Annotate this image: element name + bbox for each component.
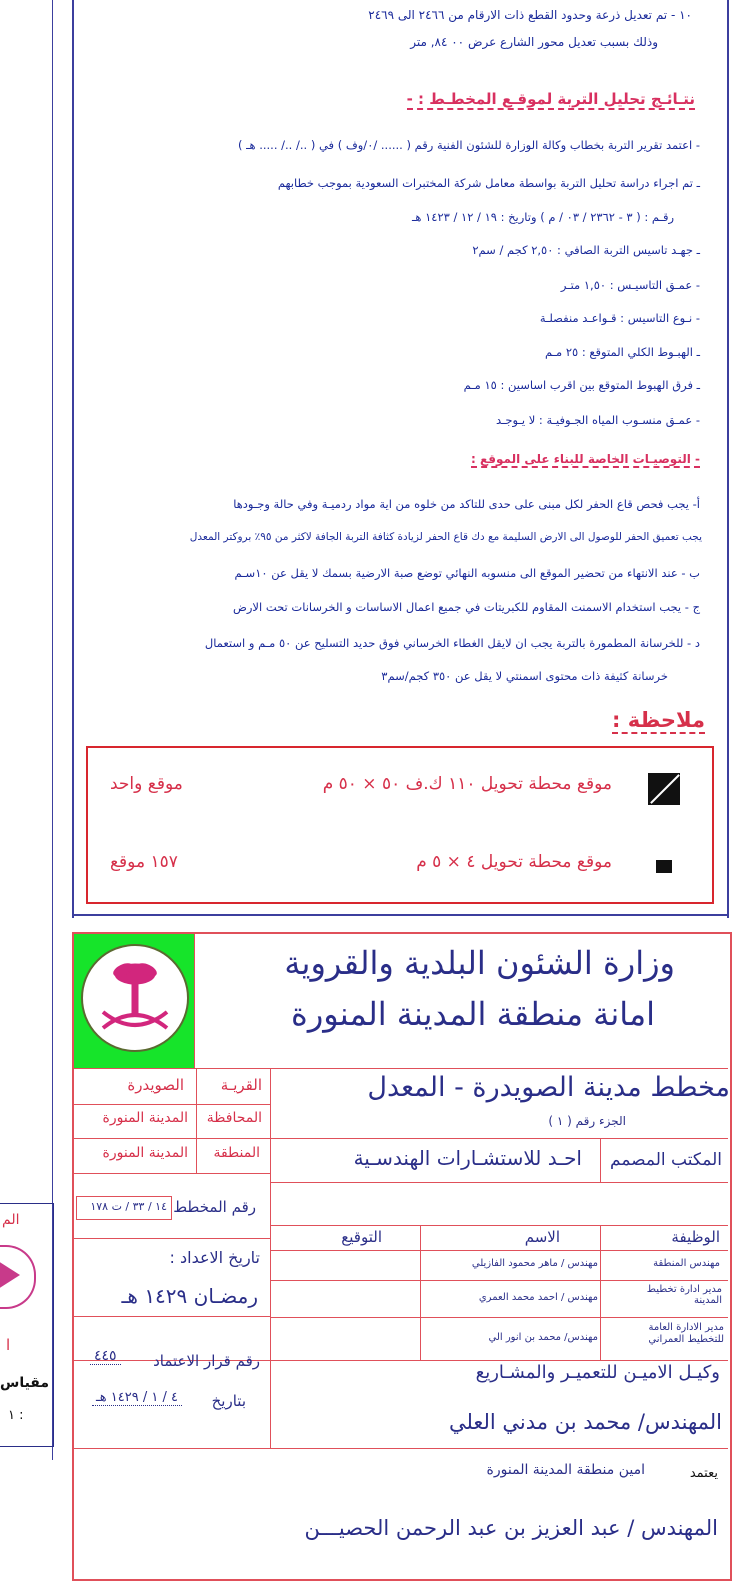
staff-name-divider	[420, 1225, 421, 1360]
soil-line-7: ـ الهبـوط الكلي المتوقع : ٢٥ مـم	[545, 345, 700, 359]
soil-line-5: - عمـق التاسيـس : ١,٥٠ متـر	[560, 278, 700, 292]
side-fragment-line2: ا	[6, 1336, 11, 1354]
rec-line-6: خرسانة كثيفة ذات محتوى اسمنتي لا يقل عن ٣٥٠ كجم/سم٣	[381, 669, 668, 683]
note-row2-count: ١٥٧ موقع	[110, 852, 178, 872]
governorate-value: المدينة المنورة	[102, 1110, 188, 1126]
substation-small-icon	[656, 860, 672, 873]
col-signature-header: التوقيع	[341, 1228, 382, 1246]
region-value: المدينة المنورة	[102, 1145, 188, 1161]
side-fragment-line3: مقياس	[0, 1375, 50, 1391]
left-lower-divider	[270, 1238, 271, 1360]
staff-job-1: مهندس المنطقة	[653, 1258, 720, 1269]
deputy-title: وكيـل الاميـن للتعميـر والمشـاريع	[475, 1362, 720, 1383]
rec-line-5: د - للخرسانة المطمورة بالتربة يجب ان لايقل الغطاء الخرساني فوق حديد التسليح عن ٥٠ مـم و استعمال	[204, 636, 700, 650]
sheet-left-border	[72, 0, 74, 918]
village-value: الصويدرة	[127, 1076, 184, 1094]
staff-name-3: مهندس/ محمد بن انور الي	[488, 1332, 598, 1343]
saudi-emblem-icon	[81, 944, 189, 1052]
col-job-header: الوظيفة	[671, 1228, 720, 1246]
approval-bottom-line	[74, 1448, 728, 1449]
info-row-line3	[74, 1173, 270, 1174]
prep-top-line	[74, 1238, 270, 1239]
rec-line-3: ب - عند الانتهاء من تحضير الموقع الى منسوبه النهائي توضع صبة الارضية بسمك لا يقل عن ١٠سـم	[234, 566, 700, 580]
side-fragment-line4: ١ :	[8, 1408, 24, 1423]
approved-label: يعتمد	[689, 1466, 718, 1481]
emblem-divider	[194, 934, 195, 1068]
item10-line2: وذلك بسبب تعديل محور الشارع عرض ٠٠ ٨٤, متر	[410, 35, 658, 49]
soil-line-9: - عمـق منسـوب المياه الجـوفيـة : لا يـوجـد	[496, 413, 700, 427]
mayor-name: المهندس / عبد العزيز بن عبد الرحمن الحصيـــن	[304, 1516, 718, 1540]
soil-line-3: رقـم : ( ٣ - ٢٣٦٢ / ٠٣ / م ) وتاريخ : ١٩ / ١٢ / ١٤٢٣ هـ	[412, 210, 674, 224]
item10-line1: ١٠ - تم تعديل ذرعة وحدود القطع ذات الارقام من ٢٤٦٦ الى ٢٤٦٩	[368, 8, 692, 22]
prep-date-value: رمضـان ١٤٢٩ هـ	[121, 1284, 258, 1308]
staff-row-line2	[270, 1317, 728, 1318]
rec-line-4: ج - يجب استخدام الاسمنت المقاوم للكبريتات في جميع اعمال الاساسات و الخرسانات تحت الارض	[232, 600, 700, 614]
recommendations-heading: - التوصيـات الخاصة للبناء على الموقع :	[470, 452, 700, 466]
plan-number-label: رقم المخطط	[173, 1198, 256, 1216]
prep-bottom-line	[74, 1316, 270, 1317]
note-row2-desc: موقع محطة تحويل ٤ × ٥ م	[416, 852, 612, 872]
note-row1-desc: موقع محطة تحويل ١١٠ ك.ف ٥٠ × ٥٠ م	[322, 774, 612, 794]
designer-divider	[600, 1138, 601, 1182]
village-label: القريـة	[220, 1076, 262, 1094]
approval-right-divider	[270, 1360, 271, 1448]
approval-date-value: ٤ / ١ / ١٤٢٩ هـ	[92, 1390, 182, 1406]
soil-line-4: ـ جهـد تاسيس التربة الصافي : ٢,٥٠ كجم / سم٢	[472, 243, 700, 257]
rec-line-2: يجب تعميق الحفر للوصول الى الارض السليمة مع دك قاع الحفر لزيادة كثافة التربة الجافة لاكثر من ٩٥٪ بروكتر المعدل	[189, 531, 702, 543]
rec-line-1: أ- يجب فحص قاع الحفر لكل مبنى على حدى للتاكد من خلوه من اية مواد ردميـة وفي حالة وجـودها	[233, 497, 700, 511]
staff-row-line0	[270, 1250, 728, 1251]
note-heading: ملاحظة :	[612, 708, 705, 732]
staff-row-line1	[270, 1280, 728, 1281]
sheet-right-border	[727, 0, 729, 918]
designer-bottom-line	[270, 1182, 728, 1183]
staff-name-1: مهندس / ماهر محمود الفازيلي	[471, 1258, 598, 1269]
note-box	[86, 746, 714, 904]
info-row-line2	[74, 1138, 728, 1139]
col-name-header: الاسم	[524, 1228, 560, 1246]
staff-job-3-box: مدير الادارة العامة للتخطيط العمراني	[648, 1322, 724, 1345]
ministry-line2: امانة منطقة المدينة المنورة	[291, 995, 655, 1033]
info-row-line1	[74, 1104, 270, 1105]
governorate-label: المحافظة	[206, 1110, 262, 1126]
deputy-name: المهندس/ محمد بن مدني العلي	[448, 1410, 722, 1434]
left-col-divider	[270, 1068, 271, 1238]
sheet-bottom-border	[72, 914, 729, 916]
note-row1-count: موقع واحد	[110, 774, 183, 794]
soil-line-1: - اعتمد تقرير التربة بخطاب وكالة الوزارة للشئون الفنية رقم ( ...... /٠/وف ) في ( ../ ../ ..... هـ )	[237, 138, 700, 152]
plan-number-value: ١٤ / ٣٣ / ت ١٧٨	[90, 1200, 167, 1213]
substation-large-icon	[648, 773, 680, 805]
info-label-divider	[196, 1068, 197, 1174]
approval-no-value: ٤٤٥	[90, 1348, 121, 1365]
soil-line-8: ـ فرق الهبوط المتوقع بين اقرب اساسين : ١٥ مـم	[463, 378, 700, 392]
region-label: المنطقة	[213, 1145, 260, 1161]
staff-job-divider	[600, 1225, 601, 1360]
approval-no-label: رقم قرار الاعتماد	[153, 1352, 260, 1370]
side-fragment-line1: الم	[2, 1212, 20, 1228]
prep-date-label: تاريخ الاعداد :	[169, 1248, 260, 1267]
staff-job-2-box: مدير ادارة تخطيط المدينة	[646, 1284, 722, 1306]
ministry-line1: وزارة الشئون البلدية والقروية	[284, 944, 675, 982]
soil-heading: نتـائـج تحليل التربة لموقـع المخطـط : -	[406, 90, 695, 108]
soil-line-6: - نـوع التاسيس : قـواعـد منفصلـة	[539, 311, 700, 325]
staff-name-2: مهندس / احمد محمد العمري	[478, 1292, 598, 1303]
soil-line-2: ـ تم اجراء دراسة تحليل التربة بواسطة معامل شركة المختبرات السعودية بموجب خطابهم	[277, 176, 700, 190]
part-number: الجزء رقم ( ١ )	[548, 1114, 626, 1128]
designer-label: المكتب المصمم	[610, 1150, 722, 1170]
mayor-title: امين منطقة المدينة المنورة	[486, 1462, 645, 1478]
staff-header-line	[270, 1225, 728, 1226]
header-bottom-line	[74, 1068, 728, 1069]
plan-title: مخطط مدينة الصويدرة - المعدل	[367, 1072, 730, 1103]
designer-value: احـد للاستشـارات الهندسـية	[353, 1146, 582, 1170]
emblem-panel	[74, 934, 194, 1068]
approval-date-label: بتاريخ	[211, 1392, 246, 1410]
